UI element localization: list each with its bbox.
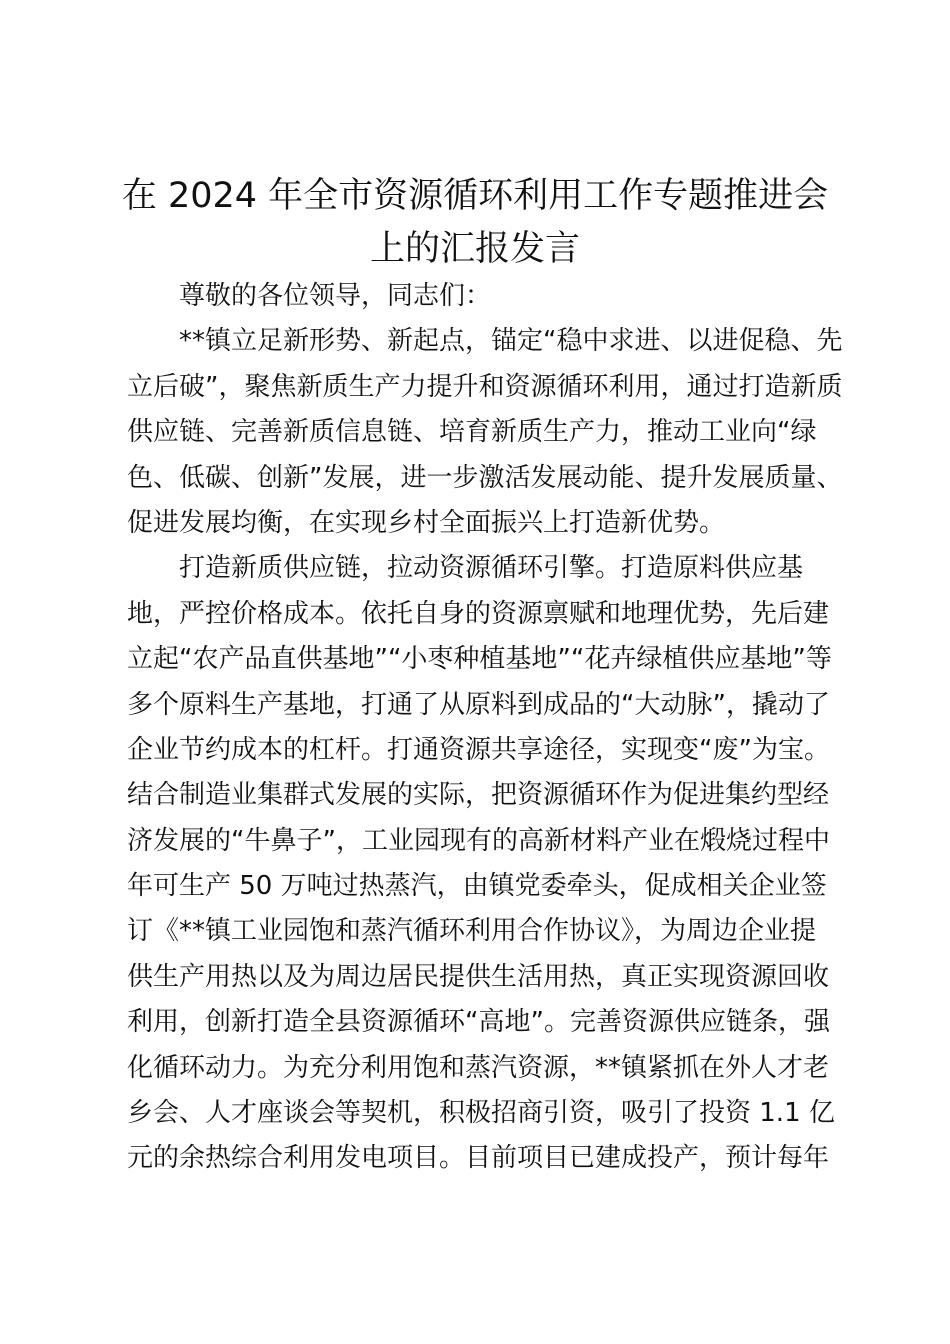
paragraph-2-line-10: 供生产用热以及为周边居民提供生活用热，真正实现资源回收 xyxy=(127,961,830,992)
document-body xyxy=(127,274,843,1182)
paragraph-2-line-7: 济发展的“牛鼻子”，工业园现有的高新材料产业在煅烧过程中 xyxy=(127,825,830,856)
document-title xyxy=(110,170,840,276)
paragraph-2-line-8: 年可生产 50 万吨过热蒸汽，由镇党委牵头，促成相关企业签 xyxy=(127,871,827,902)
title-line-1: 在 2024 年全市资源循环利用工作专题推进会 xyxy=(121,176,829,216)
paragraph-2-line-12: 化循环动力。为充分利用饱和蒸汽资源，**镇紧抓在外人才老 xyxy=(127,1052,830,1083)
paragraph-2-line-9: 订《**镇工业园饱和蒸汽循环利用合作协议》，为周边企业提 xyxy=(127,916,817,947)
paragraph-1-line-4: 色、低碳、创新”发展，进一步激活发展动能、提升发展质量、 xyxy=(127,462,843,493)
paragraph-2-line-4: 多个原料生产基地，打通了从原料到成品的“大动脉”，撬动了 xyxy=(127,689,830,720)
paragraph-2-line-2: 地，严控价格成本。依托自身的资源禀赋和地理优势，先后建 xyxy=(127,598,830,629)
paragraph-1-line-5: 促进发展均衡，在实现乡村全面振兴上打造新优势。 xyxy=(127,507,726,538)
paragraph-2-line-3: 立起“农产品直供基地”“小枣种植基地”“花卉绿植供应基地”等 xyxy=(127,644,832,675)
salutation-line: 尊敬的各位领导，同志们： xyxy=(179,281,492,311)
paragraph-2-line-14: 元的余热综合利用发电项目。目前项目已建成投产，预计每年 xyxy=(127,1143,830,1174)
paragraph-2-line-13: 乡会、人才座谈会等契机，积极招商引资，吸引了投资 1.1 亿 xyxy=(127,1098,835,1129)
paragraph-2-line-1: 打造新质供应链，拉动资源循环引擎。打造原料供应基 xyxy=(179,553,804,584)
paragraph-2-line-5: 企业节约成本的杠杆。打通资源共享途径，实现变“废”为宝。 xyxy=(127,734,830,765)
paragraph-1-line-1: **镇立足新形势、新起点，锚定“稳中求进、以进促稳、先 xyxy=(179,326,843,357)
paragraph-1-line-3: 供应链、完善新质信息链、培育新质生产力，推动工业向“绿 xyxy=(127,417,817,448)
paragraph-1-line-2: 立后破”，聚焦新质生产力提升和资源循环利用，通过打造新质 xyxy=(127,371,843,402)
paragraph-2-line-11: 利用，创新打造全县资源循环“高地”。完善资源供应链条，强 xyxy=(127,1007,830,1038)
paragraph-2-line-6: 结合制造业集群式发展的实际，把资源循环作为促进集约型经 xyxy=(127,780,830,811)
title-line-2: 上的汇报发言 xyxy=(369,229,580,269)
